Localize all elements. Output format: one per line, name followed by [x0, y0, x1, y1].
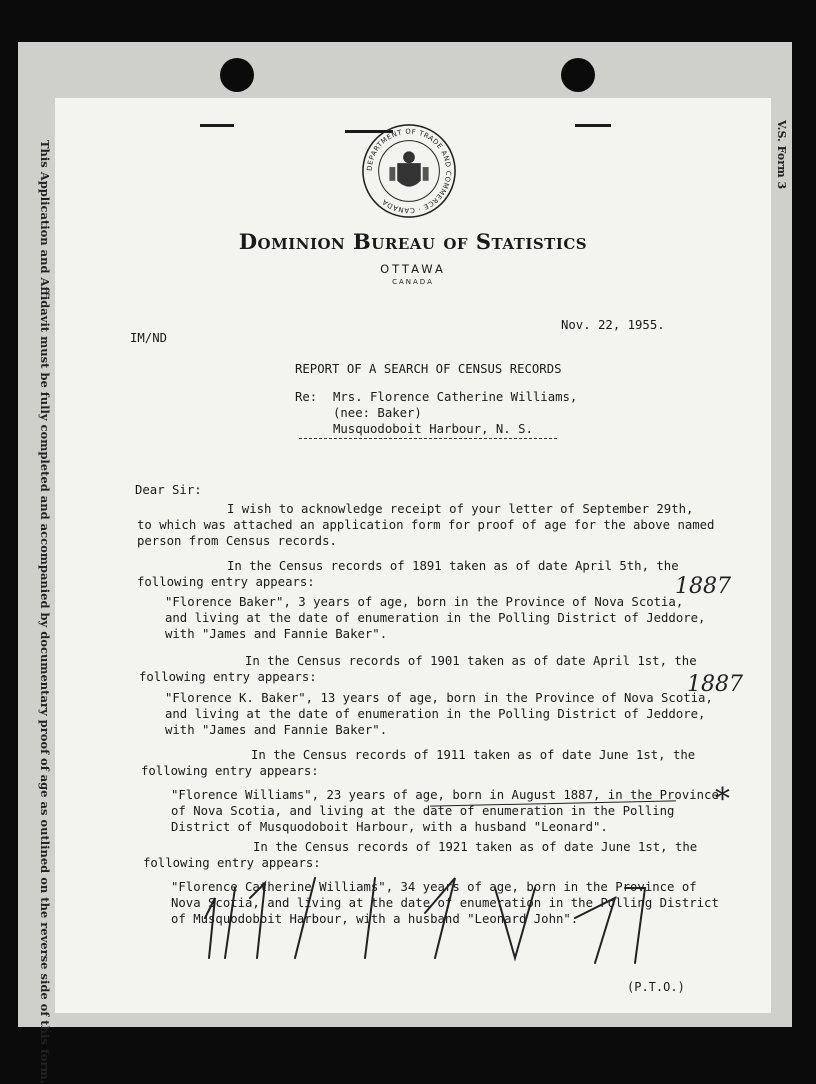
entry-quote: "Florence Williams", 23 years of age, born in August 1887, in the Province	[171, 788, 719, 802]
entry-lead: following entry appears:	[137, 575, 315, 589]
seal-text: DEPARTMENT OF TRADE AND COMMERCE · CANADA	[365, 127, 453, 215]
entry-quote: of Musquodoboit Harbour, with a husband "Leonard John".	[171, 912, 579, 926]
entry-lead: following entry appears:	[143, 856, 321, 870]
staple-mark	[200, 124, 234, 127]
intro-line: person from Census records.	[137, 534, 337, 548]
re-line-1: Mrs. Florence Catherine Williams,	[333, 390, 578, 404]
entry-quote: with "James and Fannie Baker".	[165, 627, 388, 641]
please-turn-over: (P.T.O.)	[627, 980, 685, 994]
department-seal-icon	[360, 122, 458, 220]
handwritten-year: 1887	[687, 672, 743, 697]
hand-strike-scribble	[195, 858, 655, 968]
reference-code: IM/ND	[130, 331, 168, 345]
bureau-country: CANADA	[392, 278, 434, 286]
side-instruction	[30, 140, 56, 1084]
re-label: Re:	[295, 390, 318, 404]
re-line-3: Musquodoboit Harbour, N. S.	[333, 422, 533, 436]
entry-quote: and living at the date of enumeration in the Polling District of Jeddore,	[165, 707, 706, 721]
entry-lead: In the Census records of 1911 taken as of date June 1st, the	[251, 748, 696, 762]
bureau-title: Dominion Bureau of Statistics	[238, 229, 588, 254]
entry-quote: Nova Scotia, and living at the date of enumeration in the Polling District	[171, 896, 719, 910]
form-number	[772, 120, 792, 220]
handwritten-star: *	[715, 782, 730, 817]
punch-hole-left	[220, 58, 254, 92]
entry-quote: "Florence K. Baker", 13 years of age, born in the Province of Nova Scotia,	[165, 691, 713, 705]
punch-hole-right	[561, 58, 595, 92]
entry-quote: and living at the date of enumeration in the Polling District of Jeddore,	[165, 611, 706, 625]
salutation: Dear Sir:	[135, 483, 202, 497]
entry-lead: following entry appears:	[139, 670, 317, 684]
re-divider	[299, 438, 557, 439]
bureau-city: OTTAWA	[380, 262, 446, 276]
handwritten-year: 1887	[675, 574, 731, 599]
side-instruction-text: This Application and Affidavit must be fully completed and accompanied by documentary proof of age as outlined on the reverse side of this form.	[38, 140, 52, 1084]
entry-quote: "Florence Catherine Williams", 34 years of age, born in the Province of	[171, 880, 697, 894]
re-line-2: (nee: Baker)	[333, 406, 422, 420]
entry-quote: with "James and Fannie Baker".	[165, 723, 388, 737]
form-number-text: V.S. Form 3	[775, 120, 788, 190]
letter-date: Nov. 22, 1955.	[561, 318, 665, 332]
entry-lead: following entry appears:	[141, 764, 319, 778]
letter-sheet	[55, 98, 771, 1013]
report-subject: REPORT OF A SEARCH OF CENSUS RECORDS	[295, 362, 562, 376]
entry-lead: In the Census records of 1901 taken as of date April 1st, the	[245, 654, 697, 668]
entry-lead: In the Census records of 1891 taken as of date April 5th, the	[227, 559, 679, 573]
intro-line: I wish to acknowledge receipt of your letter of September 29th,	[227, 502, 694, 516]
entry-quote: "Florence Baker", 3 years of age, born in the Province of Nova Scotia,	[165, 595, 684, 609]
entry-quote: District of Musquodoboit Harbour, with a husband "Leonard".	[171, 820, 608, 834]
staple-mark	[575, 124, 611, 127]
entry-quote: of Nova Scotia, and living at the date of enumeration in the Polling	[171, 804, 675, 818]
entry-lead: In the Census records of 1921 taken as of date June 1st, the	[253, 840, 698, 854]
intro-line: to which was attached an application form for proof of age for the above named	[137, 518, 715, 532]
